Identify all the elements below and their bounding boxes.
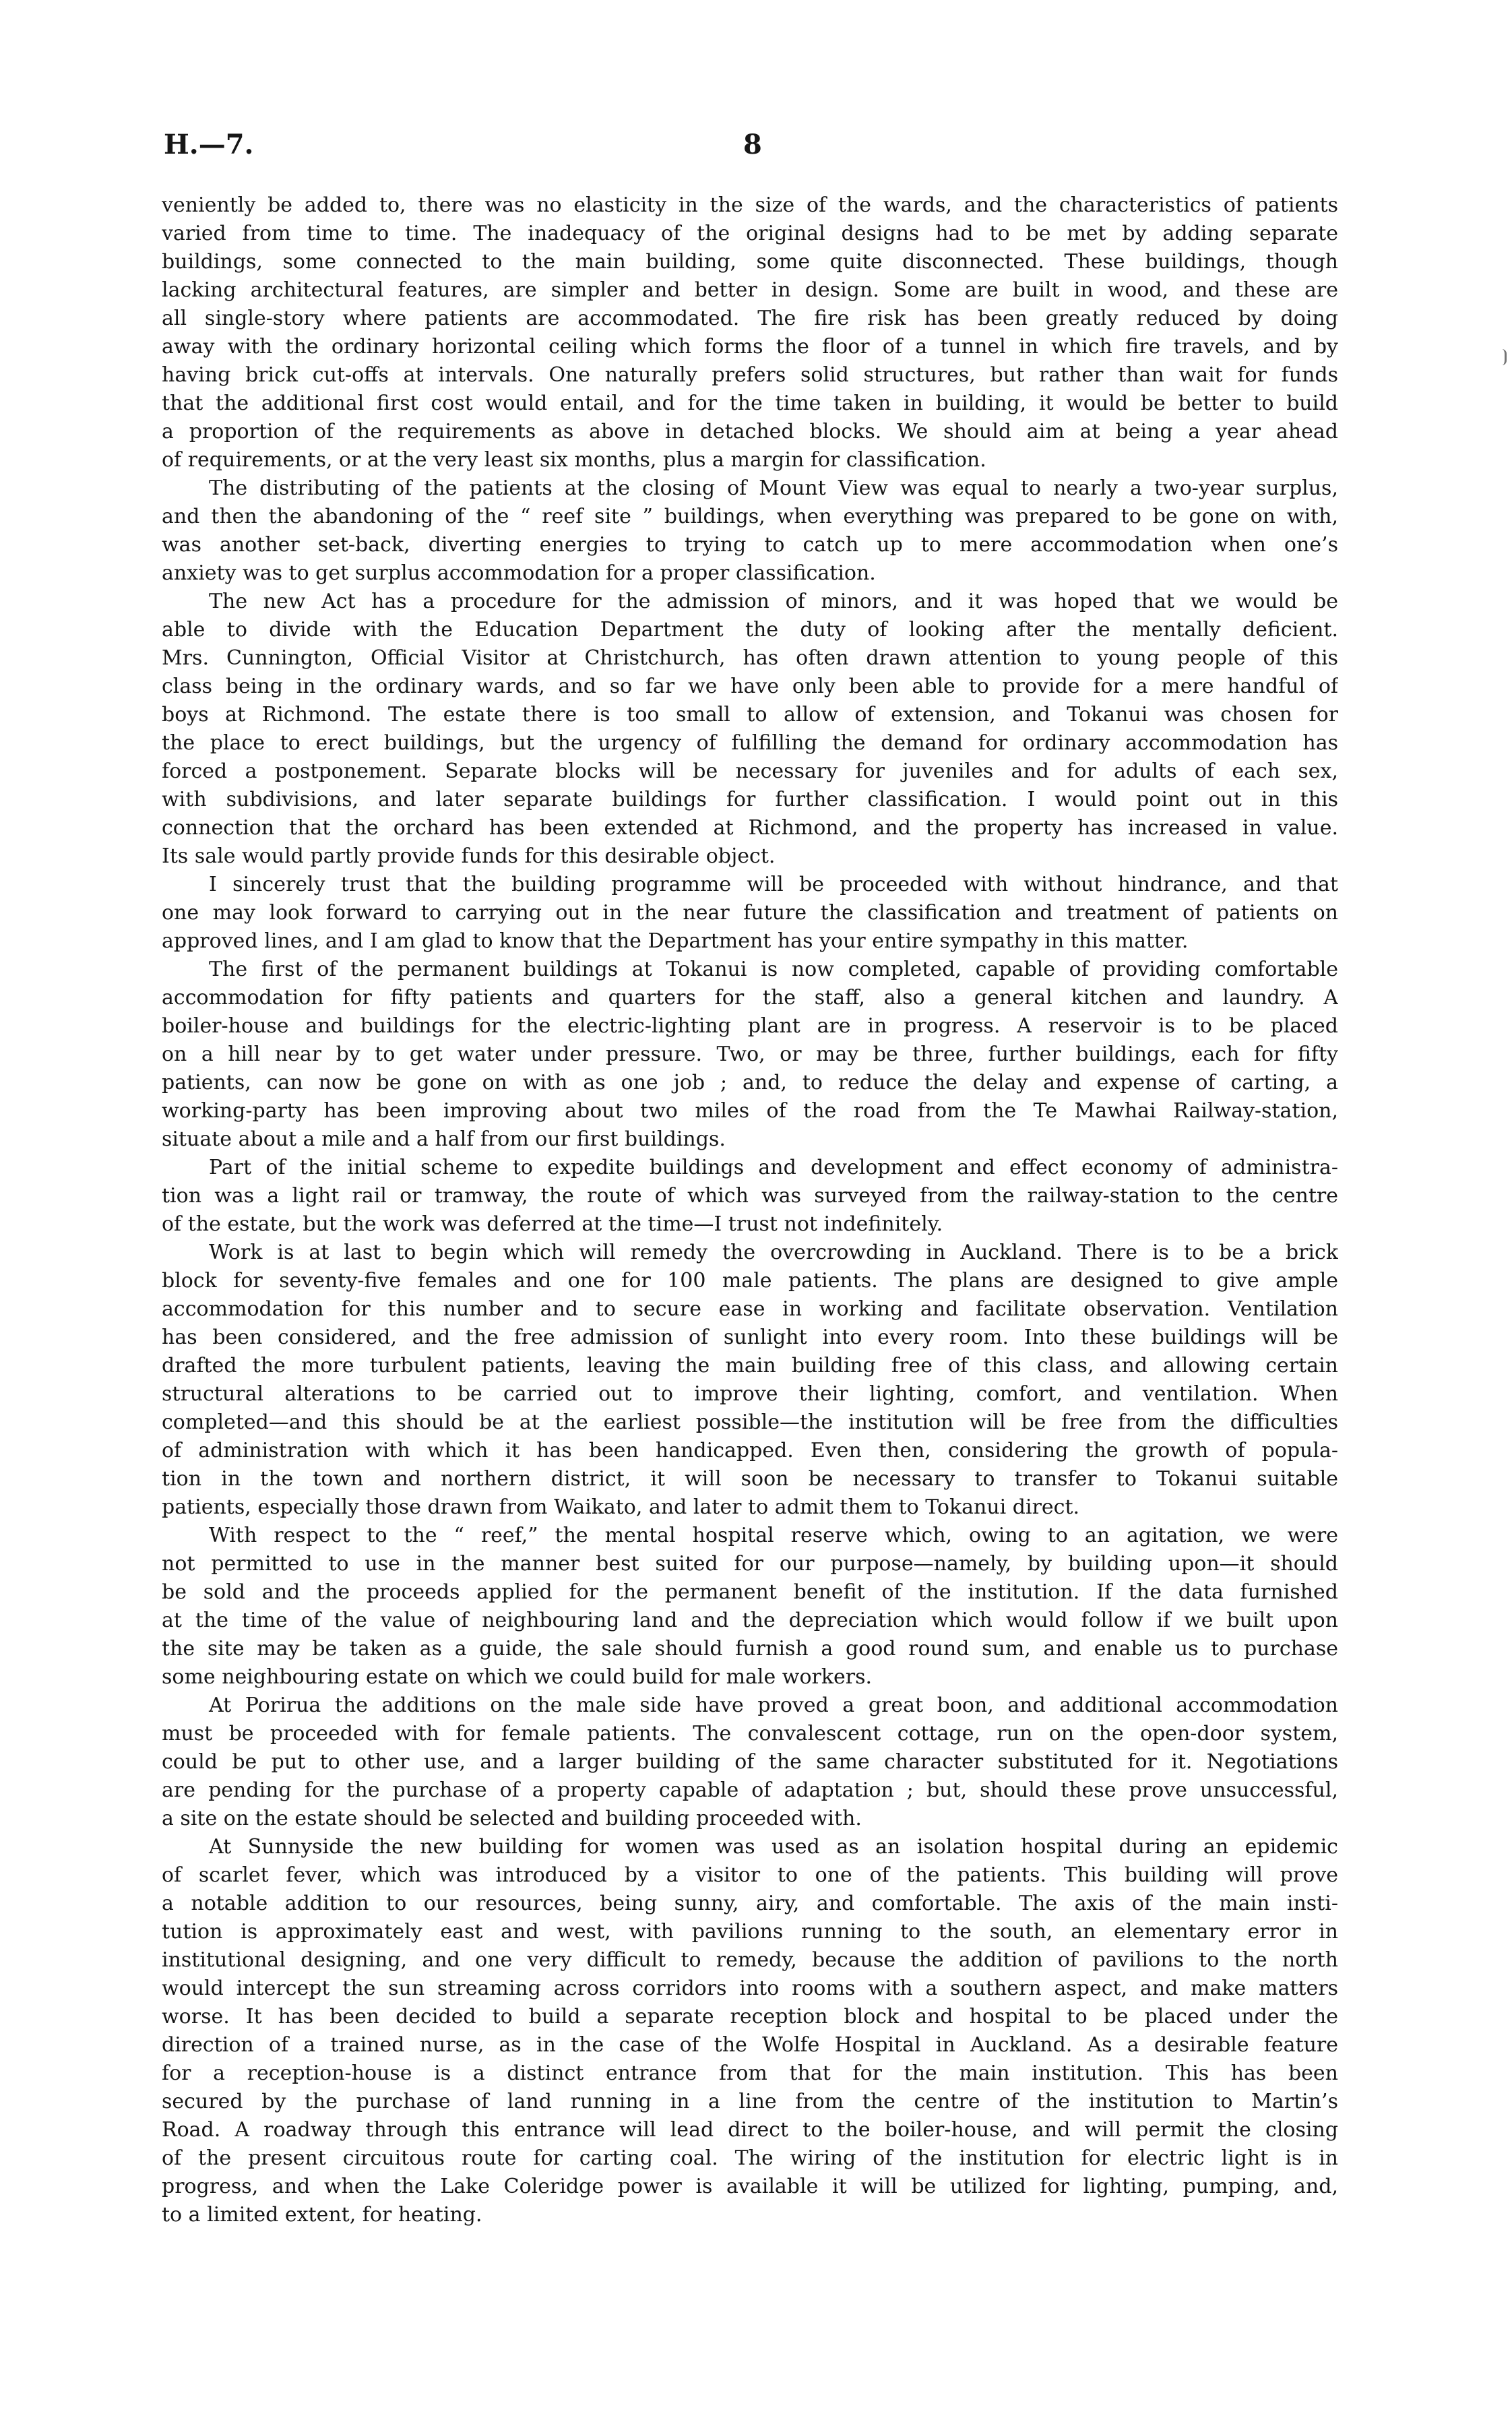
text-line: tution is approximately east and west, with pavilions running to the south, an elementary error in xyxy=(162,1920,1338,1944)
text-line: was another set-back, diverting energies to trying to catch up to mere accommodation when one’s xyxy=(162,533,1338,557)
text-line: tion in the town and northern district, it will soon be necessary to transfer to Tokanui suitable xyxy=(162,1467,1338,1491)
text-line: all single-story where patients are accommodated. The fire risk has been greatly reduced by doing xyxy=(162,307,1338,330)
text-line: the place to erect buildings, but the urgency of fulfilling the demand for ordinary accommodation has xyxy=(162,731,1338,755)
text-line: Its sale would partly provide funds for this desirable object. xyxy=(162,844,776,868)
paragraph xyxy=(162,588,1338,871)
text-line: Road. A roadway through this entrance will lead direct to the boiler-house, and will permit the closing xyxy=(162,2118,1338,2142)
text-line: are pending for the purchase of a property capable of adaptation ; but, should these prove unsuccessful, xyxy=(162,1778,1338,1802)
text-line: of the present circuitous route for carting coal. The wiring of the institution for electric light is in xyxy=(162,2146,1338,2170)
text-line: working-party has been improving about two miles of the road from the Te Mawhai Railway-station, xyxy=(162,1099,1338,1123)
body-text xyxy=(162,191,1338,2229)
text-line: approved lines, and I am glad to know that the Department has your entire sympathy in this matter. xyxy=(162,929,1189,953)
text-line: the site may be taken as a guide, the sale should furnish a good round sum, and enable us to purchase xyxy=(162,1637,1338,1661)
text-line: Work is at last to begin which will remedy the overcrowding in Auckland. There is to be a brick xyxy=(209,1241,1338,1264)
scan-mark xyxy=(1502,349,1507,365)
text-line: on a hill near by to get water under pressure. Two, or may be three, further buildings, each for fifty xyxy=(162,1043,1338,1066)
text-line: having brick cut-offs at intervals. One naturally prefers solid structures, but rather than wait for funds xyxy=(162,363,1338,387)
text-line: secured by the purchase of land running in a line from the centre of the institution to Martin’s xyxy=(162,2090,1338,2113)
text-line: situate about a mile and a half from our first buildings. xyxy=(162,1127,726,1151)
text-line: Part of the initial scheme to expedite buildings and development and effect economy of administra- xyxy=(209,1156,1338,1179)
text-line: veniently be added to, there was no elasticity in the size of the wards, and the characteristics of patients xyxy=(162,193,1338,217)
paragraph xyxy=(162,956,1338,1154)
text-line: that the additional first cost would entail, and for the time taken in building, it would be better to build xyxy=(162,392,1338,415)
text-line: block for seventy-five females and one for 100 male patients. The plans are designed to give ample xyxy=(162,1269,1338,1293)
text-line: drafted the more turbulent patients, leaving the main building free of this class, and allowing certain xyxy=(162,1354,1338,1377)
text-line: of requirements, or at the very least six months, plus a margin for classification. xyxy=(162,448,986,472)
paragraph xyxy=(162,1833,1338,2229)
text-line: boys at Richmond. The estate there is too small to allow of extension, and Tokanui was chosen for xyxy=(162,703,1338,726)
text-line: class being in the ordinary wards, and so far we have only been able to provide for a mere handful of xyxy=(162,675,1338,698)
text-line: connection that the orchard has been extended at Richmond, and the property has increased in value. xyxy=(162,816,1338,840)
text-line: anxiety was to get surplus accommodation for a proper classification. xyxy=(162,561,876,585)
text-line: boiler-house and buildings for the electric-lighting plant are in progress. A reservoir is to be placed xyxy=(162,1014,1338,1038)
text-line: patients, especially those drawn from Waikato, and later to admit them to Tokanui direct. xyxy=(162,1495,1080,1519)
text-line: worse. It has been decided to build a separate reception block and hospital to be placed under the xyxy=(162,2005,1338,2028)
text-line: direction of a trained nurse, as in the case of the Wolfe Hospital in Auckland. As a desirable feature xyxy=(162,2033,1338,2057)
text-line: The new Act has a procedure for the admission of minors, and it was hoped that we would be xyxy=(209,590,1338,613)
text-line: Mrs. Cunnington, Official Visitor at Christchurch, has often drawn attention to young people of this xyxy=(162,646,1338,670)
text-line: some neighbouring estate on which we could build for male workers. xyxy=(162,1665,873,1689)
paragraph xyxy=(162,474,1338,588)
text-line: away with the ordinary horizontal ceiling which forms the floor of a tunnel in which fire travels, and by xyxy=(162,335,1338,359)
text-line: At Porirua the additions on the male side have proved a great boon, and additional accommodation xyxy=(209,1694,1338,1717)
text-line: of scarlet fever, which was introduced by a visitor to one of the patients. This building will prove xyxy=(162,1863,1338,1887)
text-line: lacking architectural features, are simpler and better in design. Some are built in wood, and these are xyxy=(162,278,1338,302)
text-line: not permitted to use in the manner best suited for our purpose—namely, by building upon—it should xyxy=(162,1552,1338,1576)
document-reference: H.—7. xyxy=(164,129,254,160)
paragraph xyxy=(162,1692,1338,1833)
text-line: must be proceeded with for female patients. The convalescent cottage, run on the open-door system, xyxy=(162,1722,1338,1745)
text-line: a site on the estate should be selected and building proceeded with. xyxy=(162,1807,862,1830)
text-line: would intercept the sun streaming across corridors into rooms with a southern aspect, and make matters xyxy=(162,1977,1338,2000)
text-line: able to divide with the Education Department the duty of looking after the mentally deficient. xyxy=(162,618,1338,642)
text-line: With respect to the “ reef,” the mental hospital reserve which, owing to an agitation, we were xyxy=(209,1524,1338,1547)
text-line: for a reception-house is a distinct entrance from that for the main institution. This has been xyxy=(162,2061,1338,2085)
text-line: could be put to other use, and a larger building of the same character substituted for it. Negotiations xyxy=(162,1750,1338,1774)
text-line: one may look forward to carrying out in the near future the classification and treatment of patients on xyxy=(162,901,1338,925)
text-line: forced a postponement. Separate blocks will be necessary for juveniles and for adults of each sex, xyxy=(162,759,1338,783)
text-line: The first of the permanent buildings at Tokanui is now completed, capable of providing comfortable xyxy=(209,958,1338,981)
text-line: varied from time to time. The inadequacy of the original designs had to be met by adding separate xyxy=(162,222,1338,245)
text-line: I sincerely trust that the building programme will be proceeded with without hindrance, and that xyxy=(209,873,1338,896)
page-number: 8 xyxy=(743,129,762,160)
text-line: patients, can now be gone on with as one job ; and, to reduce the delay and expense of carting, a xyxy=(162,1071,1338,1094)
text-line: at the time of the value of neighbouring land and the depreciation which would follow if we built upon xyxy=(162,1609,1338,1632)
text-line: tion was a light rail or tramway, the route of which was surveyed from the railway-station to the centre xyxy=(162,1184,1338,1208)
text-line: with subdivisions, and later separate buildings for further classification. I would point out in this xyxy=(162,788,1338,811)
text-line: be sold and the proceeds applied for the permanent benefit of the institution. If the data furnished xyxy=(162,1580,1338,1604)
paragraph xyxy=(162,1239,1338,1522)
text-line: a notable addition to our resources, being sunny, airy, and comfortable. The axis of the main insti- xyxy=(162,1892,1338,1915)
paragraph xyxy=(162,191,1338,474)
paragraph xyxy=(162,1154,1338,1239)
text-line: At Sunnyside the new building for women was used as an isolation hospital during an epidemic xyxy=(209,1835,1338,1859)
text-line: structural alterations to be carried out to improve their lighting, comfort, and ventilation. When xyxy=(162,1382,1338,1406)
text-line: and then the abandoning of the “ reef site ” buildings, when everything was prepared to be gone on with, xyxy=(162,505,1338,528)
paragraph xyxy=(162,871,1338,956)
text-line: accommodation for this number and to secure ease in working and facilitate observation. Ventilation xyxy=(162,1297,1338,1321)
text-line: of the estate, but the work was deferred at the time—I trust not indefinitely. xyxy=(162,1212,943,1236)
text-line: has been considered, and the free admission of sunlight into every room. Into these buildings will be xyxy=(162,1326,1338,1349)
text-line: completed—and this should be at the earliest possible—the institution will be free from the difficulties xyxy=(162,1410,1338,1434)
text-line: a proportion of the requirements as above in detached blocks. We should aim at being a year ahead xyxy=(162,420,1338,443)
text-line: progress, and when the Lake Coleridge power is available it will be utilized for lighting, pumping, and, xyxy=(162,2175,1338,2198)
text-line: buildings, some connected to the main building, some quite disconnected. These buildings, though xyxy=(162,250,1338,274)
paragraph xyxy=(162,1522,1338,1692)
text-line: institutional designing, and one very difficult to remedy, because the addition of pavilions to the north xyxy=(162,1948,1338,1972)
text-line: to a limited extent, for heating. xyxy=(162,2203,482,2227)
text-line: of administration with which it has been handicapped. Even then, considering the growth of popula- xyxy=(162,1439,1338,1462)
text-line: The distributing of the patients at the closing of Mount View was equal to nearly a two-year surplus, xyxy=(209,476,1338,500)
text-line: accommodation for fifty patients and quarters for the staff, also a general kitchen and laundry. A xyxy=(162,986,1338,1010)
